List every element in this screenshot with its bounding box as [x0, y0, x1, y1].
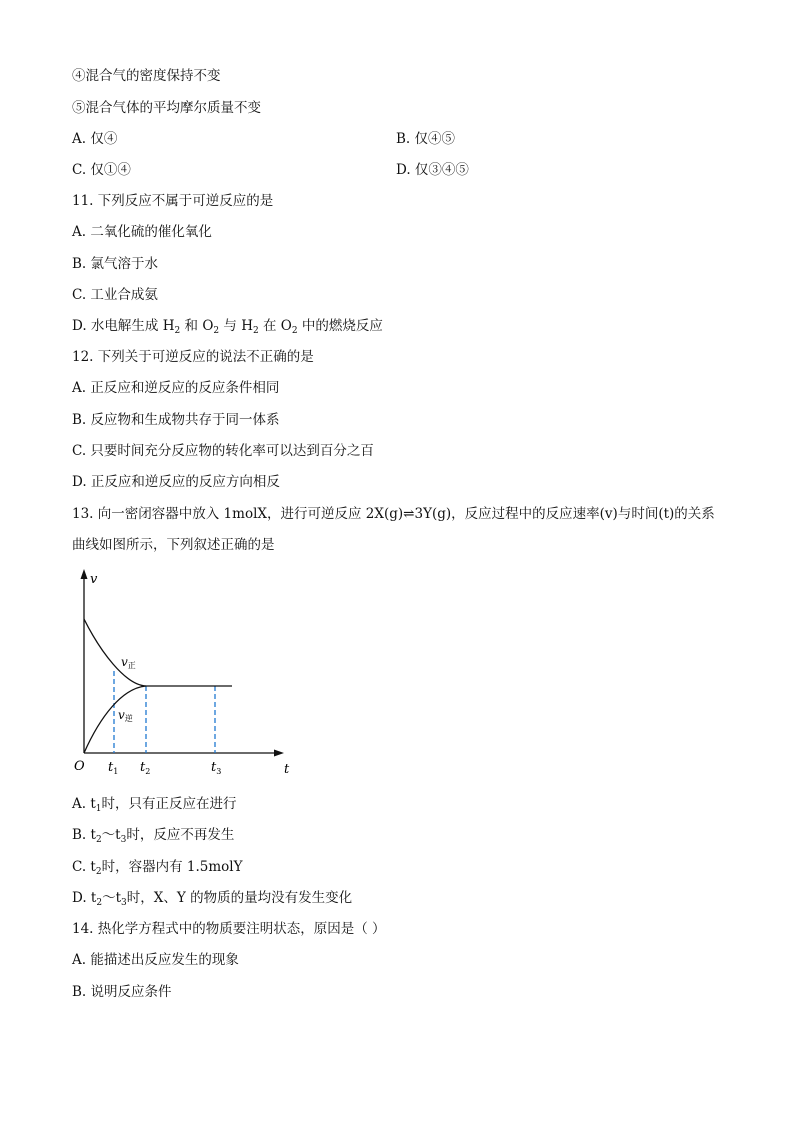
- q10-option-a: A. 仅④: [72, 131, 118, 147]
- q13-option-c-text: 时，容器内有 1.5molY: [101, 859, 243, 875]
- subscript: 2: [252, 326, 259, 336]
- reverse-rate-label-sub: 逆: [124, 714, 133, 723]
- subscript: 2: [174, 326, 181, 336]
- t3-label-sub: 3: [216, 767, 222, 776]
- q13-stem-line-2: 曲线如图所示，下列叙述正确的是: [72, 537, 275, 553]
- subscript: 2: [96, 898, 103, 908]
- reverse-rate-curve: [84, 686, 146, 753]
- q11-option-d-text: 中的燃烧反应: [297, 318, 383, 334]
- q13-option-a-text: 时，只有正反应在进行: [101, 796, 237, 812]
- q11-option-d: [72, 317, 383, 335]
- q13-stem-line-1: 13. 向一密闭容器中放入 1molX，进行可逆反应 2X(g)⇌3Y(g)，反应过程中的反应速率(v)与时间(t)的关系: [72, 506, 715, 522]
- subscript: 3: [120, 835, 127, 845]
- q11-option-d-text: 与 H: [219, 318, 253, 334]
- q13-option-c-text: C. t: [72, 859, 96, 875]
- q11-option-c: C. 工业合成氨: [72, 287, 158, 303]
- q10-item-4: ④混合气的密度保持不变: [72, 68, 221, 84]
- q14-option-a: A. 能描述出反应发生的现象: [72, 952, 239, 968]
- q11-option-d-text: 和 O: [180, 318, 214, 334]
- origin-label: O: [74, 759, 85, 774]
- q14-option-b: B. 说明反应条件: [72, 984, 172, 1000]
- t2-label-sub: 2: [145, 767, 151, 776]
- x-axis-arrow: [274, 750, 284, 757]
- reverse-rate-label-text: v: [118, 708, 125, 722]
- y-axis-label: v: [90, 572, 98, 587]
- t1-label-sub: 1: [113, 767, 119, 776]
- t2-label-text: t: [140, 760, 146, 775]
- q12-option-d: D. 正反应和逆反应的反应方向相反: [72, 474, 280, 490]
- q11-option-b: B. 氯气溶于水: [72, 256, 159, 272]
- reverse-rate-label: [118, 708, 133, 723]
- q11-option-d-text: 在 O: [258, 318, 292, 334]
- q13-option-b: [72, 826, 234, 844]
- q11-option-d-text: D. 水电解生成 H: [72, 318, 175, 334]
- y-axis-arrow: [81, 569, 88, 579]
- q13-option-d-text: ～t: [102, 890, 122, 906]
- q13-option-b-text: B. t: [72, 827, 96, 843]
- t2-label: [140, 760, 150, 776]
- rate-time-graph: [70, 567, 300, 783]
- q13-option-b-text: 时，反应不再发生: [126, 827, 235, 843]
- q13-option-d-text: D. t: [72, 890, 97, 906]
- subscript: 1: [95, 804, 102, 814]
- forward-rate-label-text: v: [121, 655, 128, 669]
- q10-option-c: C. 仅①④: [72, 162, 131, 178]
- q13-option-d: [72, 889, 352, 907]
- q13-option-a: [72, 795, 237, 813]
- q13-option-d-text: 时，X、Y 的物质的量均没有发生变化: [126, 890, 353, 906]
- forward-rate-label-sub: 正: [127, 661, 136, 670]
- q12-option-c: C. 只要时间充分反应物的转化率可以达到百分之百: [72, 443, 374, 459]
- q10-option-b: B. 仅④⑤: [396, 131, 456, 147]
- q13-option-c: [72, 858, 243, 876]
- q10-item-5: ⑤混合气体的平均摩尔质量不变: [72, 100, 261, 116]
- forward-rate-curve: [84, 619, 146, 686]
- q12-option-b: B. 反应物和生成物共存于同一体系: [72, 412, 280, 428]
- t1-label-text: t: [108, 760, 114, 775]
- subscript: 2: [291, 326, 298, 336]
- subscript: 2: [95, 867, 102, 877]
- q13-option-a-text: A. t: [72, 796, 96, 812]
- q12-stem: 12. 下列关于可逆反应的说法不正确的是: [72, 349, 314, 365]
- forward-rate-label: [121, 655, 136, 670]
- t1-label: [108, 760, 118, 776]
- subscript: 2: [95, 835, 102, 845]
- q12-option-a: A. 正反应和逆反应的反应条件相同: [72, 380, 280, 396]
- t3-label-text: t: [211, 760, 217, 775]
- q11-option-a: A. 二氧化硫的催化氧化: [72, 224, 212, 240]
- q13-option-b-text: ～t: [101, 827, 121, 843]
- q10-option-d: D. 仅③④⑤: [396, 162, 469, 178]
- x-axis-label: t: [284, 762, 290, 777]
- t3-label: [211, 760, 221, 776]
- q11-stem: 11. 下列反应不属于可逆反应的是: [72, 193, 274, 209]
- q14-stem: 14. 热化学方程式中的物质要注明状态，原因是（ ）: [72, 921, 386, 937]
- subscript: 2: [213, 326, 220, 336]
- subscript: 3: [121, 898, 127, 908]
